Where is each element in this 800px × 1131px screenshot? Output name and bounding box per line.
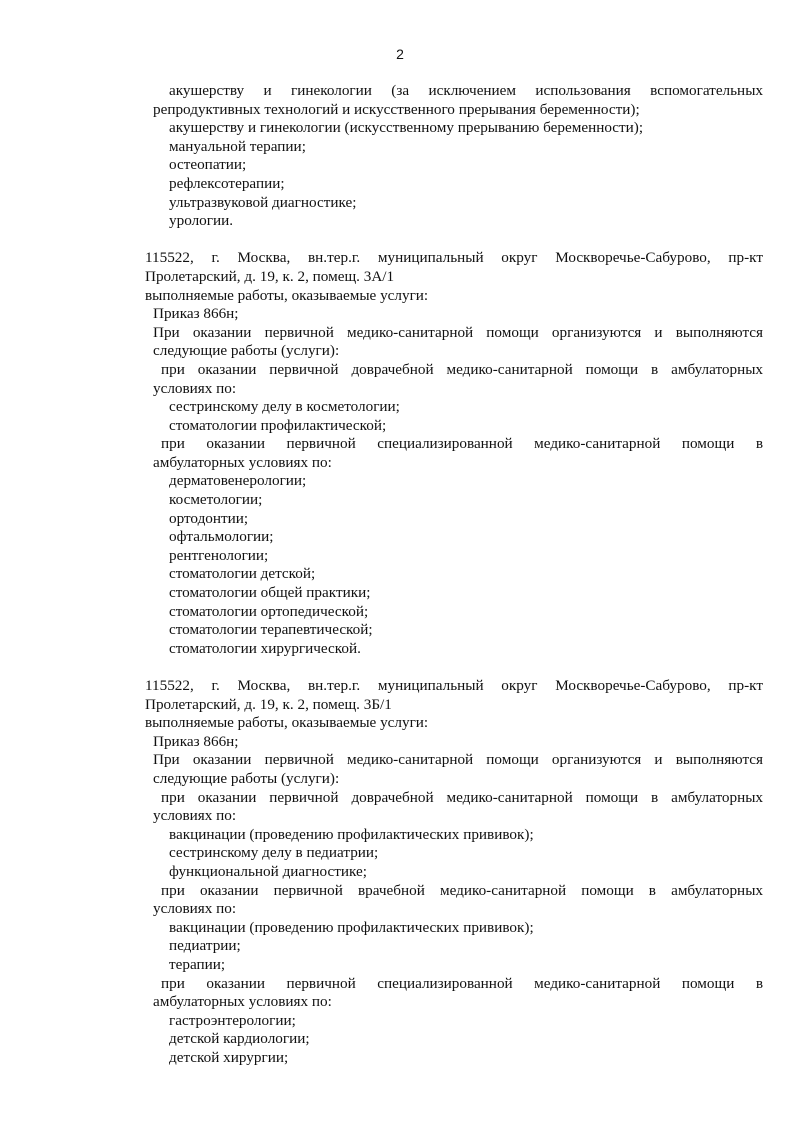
text-line: стоматологии общей практики; xyxy=(169,584,371,602)
text-line: при оказании первичной врачебной медико-санитарной помощи в амбулаторных xyxy=(161,881,763,899)
text-line: урологии. xyxy=(169,212,234,230)
text-line: сестринскому делу в педиатрии; xyxy=(169,844,379,862)
text-line: выполняемые работы, оказываемые услуги: xyxy=(145,714,429,732)
text-line: 115522, г. Москва, вн.тер.г. муниципальный округ Москворечье-Сабурово, пр-кт xyxy=(145,249,763,267)
text-line: стоматологии детской; xyxy=(169,565,316,583)
text-line: следующие работы (услуги): xyxy=(153,769,340,787)
text-line: следующие работы (услуги): xyxy=(153,342,340,360)
text-line: репродуктивных технологий и искусственного прерывания беременности); xyxy=(153,100,640,118)
paragraph-gap xyxy=(145,658,763,677)
text-line: остеопатии; xyxy=(169,156,247,174)
text-line: ортодонтии; xyxy=(169,509,249,527)
paragraph-gap xyxy=(145,231,763,250)
text-line: стоматологии профилактической; xyxy=(169,416,387,434)
text-line: стоматологии ортопедической; xyxy=(169,602,369,620)
text-line: Приказ 866н; xyxy=(153,732,239,750)
text-line: педиатрии; xyxy=(169,937,241,955)
text-line: амбулаторных условиях по: xyxy=(153,453,332,471)
text-line: гастроэнтерологии; xyxy=(169,1011,296,1029)
text-line: При оказании первичной медико-санитарной помощи организуются и выполняются xyxy=(153,751,763,769)
text-line: при оказании первичной специализированной медико-санитарной помощи в xyxy=(161,974,763,992)
text-line: выполняемые работы, оказываемые услуги: xyxy=(145,286,429,304)
text-line: рентгенологии; xyxy=(169,546,269,564)
text-line: при оказании первичной доврачебной медико-санитарной помощи в амбулаторных xyxy=(161,788,763,806)
text-line: офтальмологии; xyxy=(169,528,274,546)
text-line: стоматологии хирургической. xyxy=(169,639,361,657)
text-line: детской хирургии; xyxy=(169,1048,289,1066)
text-line: дерматовенерологии; xyxy=(169,472,307,490)
text-line: стоматологии терапевтической; xyxy=(169,621,373,639)
text-line: Приказ 866н; xyxy=(153,305,239,323)
text-line: при оказании первичной доврачебной медико-санитарной помощи в амбулаторных xyxy=(161,360,763,378)
text-line: ультразвуковой диагностике; xyxy=(169,193,357,211)
text-line: амбулаторных условиях по: xyxy=(153,993,332,1011)
text-line: акушерству и гинекологии (искусственному прерыванию беременности); xyxy=(169,119,644,137)
text-line: сестринскому делу в косметологии; xyxy=(169,398,400,416)
text-line: условиях по: xyxy=(153,900,237,918)
text-line: детской кардиологии; xyxy=(169,1030,310,1048)
text-line: при оказании первичной специализированной медико-санитарной помощи в xyxy=(161,435,763,453)
document-body xyxy=(145,82,763,1067)
text-line: условиях по: xyxy=(153,379,237,397)
text-line: мануальной терапии; xyxy=(169,137,306,155)
text-line: рефлексотерапии; xyxy=(169,174,285,192)
text-line: При оказании первичной медико-санитарной помощи организуются и выполняются xyxy=(153,323,763,341)
text-line: вакцинации (проведению профилактических прививок); xyxy=(169,825,534,843)
text-line: Пролетарский, д. 19, к. 2, помещ. 3А/1 xyxy=(145,267,395,285)
text-line: Пролетарский, д. 19, к. 2, помещ. 3Б/1 xyxy=(145,695,392,713)
text-line: косметологии; xyxy=(169,491,263,509)
page-number: 2 xyxy=(396,46,404,62)
text-line: акушерству и гинекологии (за исключением использования вспомогательных xyxy=(169,82,763,99)
text-line: условиях по: xyxy=(153,807,237,825)
text-line: функциональной диагностике; xyxy=(169,862,367,880)
text-line: вакцинации (проведению профилактических прививок); xyxy=(169,918,534,936)
text-line: 115522, г. Москва, вн.тер.г. муниципальный округ Москворечье-Сабурово, пр-кт xyxy=(145,677,763,694)
text-line: терапии; xyxy=(169,955,226,973)
